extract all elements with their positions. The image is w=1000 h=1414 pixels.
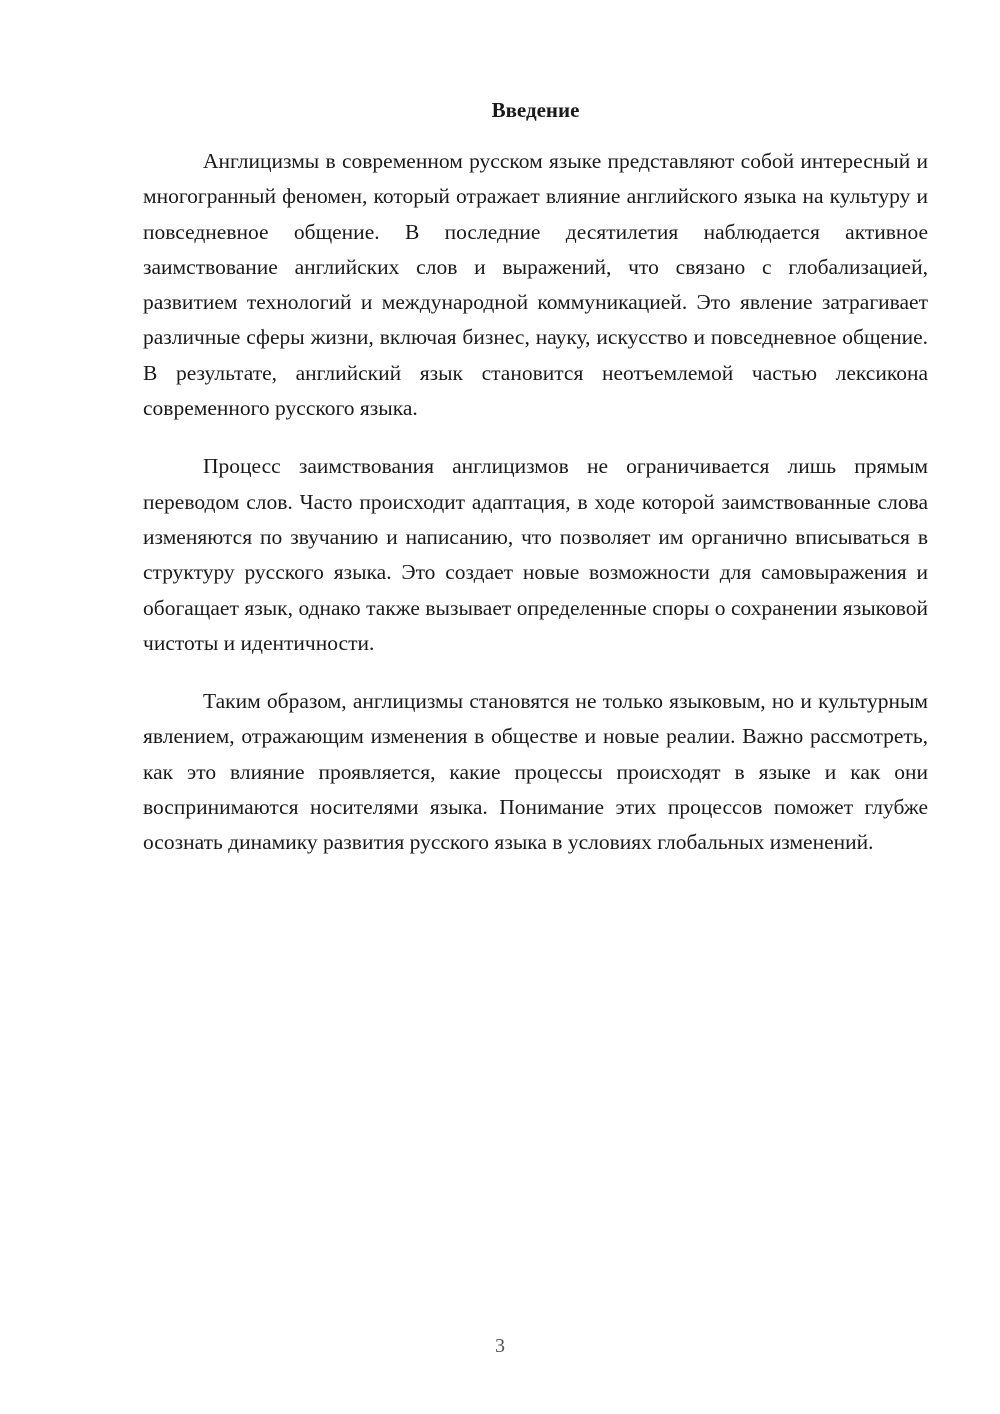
paragraph-1: Англицизмы в современном русском языке представляют собой интересный и многогранный феномен, который отражает влияние английского языка на культуру и повседневное общение. В последние десятилетия наблюдается активное заимствование английских слов и выражений, что связано с глобализацией, развитием технологий и международной коммуникацией. Это явление затрагивает различные сферы жизни, включая бизнес, науку, искусство и повседневное общение. В результате, английский язык становится неотъемлемой частью лексикона современного русского языка.	[143, 149, 928, 421]
page-number: 3	[495, 1335, 505, 1357]
document-body	[143, 96, 928, 884]
section-title: Введение	[491, 98, 580, 122]
paragraph-3: Таким образом, англицизмы становятся не только языковым, но и культурным явлением, отражающим изменения в обществе и новые реалии. Важно рассмотреть, как это влияние проявляется, какие процессы происходят в языке и как они воспринимаются носителями языка. Понимание этих процессов поможет глубже осознать динамику развития русского языка в условиях глобальных изменений.	[143, 689, 928, 855]
paragraph-2: Процесс заимствования англицизмов не ограничивается лишь прямым переводом слов. Часто происходит адаптация, в ходе которой заимствованные слова изменяются по звучанию и написанию, что позволяет им органично вписываться в структуру русского языка. Это создает новые возможности для самовыражения и обогащает язык, однако также вызывает определенные споры о сохранении языковой чистоты и идентичности.	[143, 454, 928, 655]
